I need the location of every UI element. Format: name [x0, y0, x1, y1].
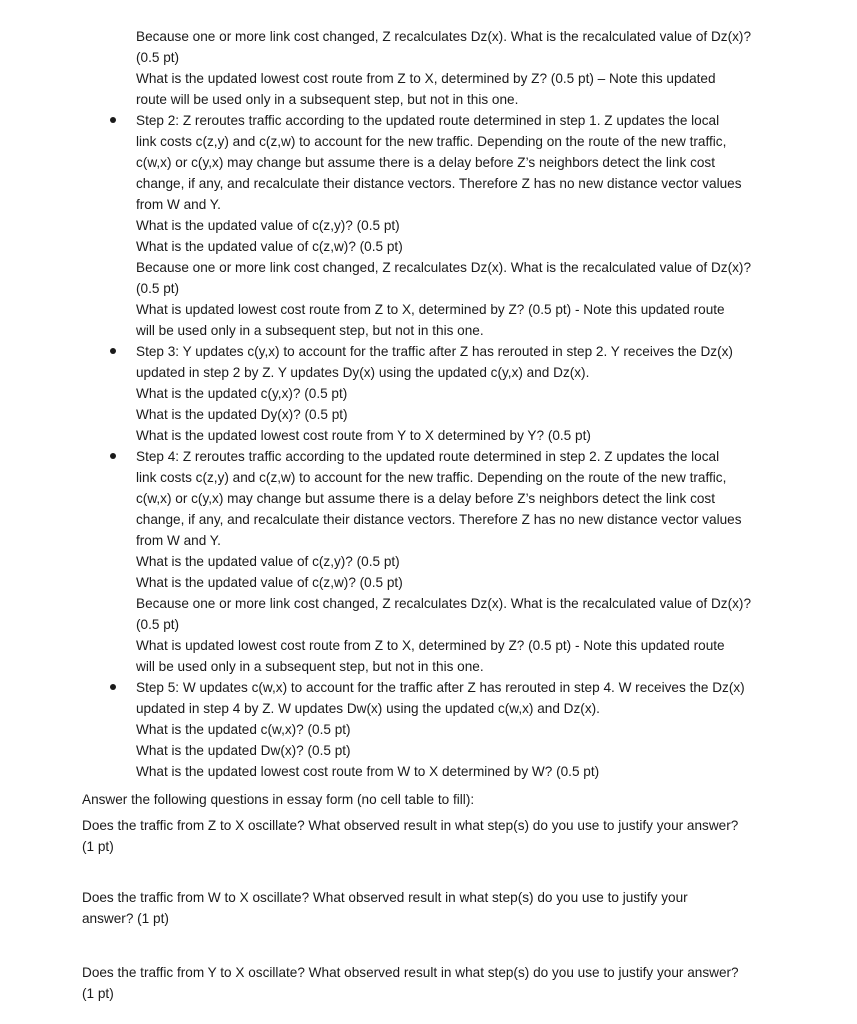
text-line: change, if any, and recalculate their distance vectors. Therefore Z has no new distance vector values — [136, 512, 742, 527]
step5-block — [136, 677, 796, 782]
essay-heading — [82, 789, 792, 810]
text-line: (0.5 pt) — [136, 50, 180, 65]
text-line: Step 5: W updates c(w,x) to account for the traffic after Z has rerouted in step 4. W receives the Dz(x) — [136, 680, 745, 695]
text-line: What is the updated value of c(z,w)? (0.5 pt) — [136, 575, 403, 590]
text-line: (0.5 pt) — [136, 281, 180, 296]
text-line: Does the traffic from Y to X oscillate? What observed result in what step(s) do you use to justify your answer? — [82, 965, 739, 980]
text-line: link costs c(z,y) and c(z,w) to account for the new traffic. Depending on the route of the new traffic, — [136, 134, 727, 149]
text-line: updated in step 4 by Z. W updates Dw(x) using the updated c(w,x) and Dz(x). — [136, 701, 600, 716]
text-line: will be used only in a subsequent step, but not in this one. — [136, 659, 484, 674]
text-line: (1 pt) — [82, 839, 114, 854]
text-line: What is the updated lowest cost route from Z to X, determined by Z? (0.5 pt) – Note this updated — [136, 71, 716, 86]
step4-block — [136, 446, 796, 677]
essay-question-3 — [82, 962, 792, 1004]
text-line: (0.5 pt) — [136, 617, 180, 632]
text-line: What is the updated Dw(x)? (0.5 pt) — [136, 743, 351, 758]
text-line: from W and Y. — [136, 197, 221, 212]
text-line: updated in step 2 by Z. Y updates Dy(x) using the updated c(y,x) and Dz(x). — [136, 365, 590, 380]
essay-question-2 — [82, 887, 792, 929]
step2-block — [136, 110, 796, 341]
text-line: answer? (1 pt) — [82, 911, 169, 926]
bullet-icon — [110, 117, 116, 123]
step1-continuation — [136, 26, 796, 110]
bullet-icon — [110, 348, 116, 354]
text-line: Because one or more link cost changed, Z recalculates Dz(x). What is the recalculated value of Dz(x)? — [136, 260, 752, 275]
text-line: Step 2: Z reroutes traffic according to the updated route determined in step 1. Z updates the local — [136, 113, 720, 128]
essay-question-1 — [82, 815, 792, 857]
text-line: Because one or more link cost changed, Z recalculates Dz(x). What is the recalculated value of Dz(x)? — [136, 29, 752, 44]
text-line: What is the updated c(y,x)? (0.5 pt) — [136, 386, 348, 401]
text-line: Does the traffic from Z to X oscillate? What observed result in what step(s) do you use to justify your answer? — [82, 818, 739, 833]
text-line: route will be used only in a subsequent step, but not in this one. — [136, 92, 519, 107]
text-line: link costs c(z,y) and c(z,w) to account for the new traffic. Depending on the route of the new traffic, — [136, 470, 727, 485]
bullet-icon — [110, 684, 116, 690]
text-line: c(w,x) or c(y,x) may change but assume there is a delay before Z’s neighbors detect the link cost — [136, 155, 716, 170]
text-line: from W and Y. — [136, 533, 221, 548]
text-line: What is the updated lowest cost route from W to X determined by W? (0.5 pt) — [136, 764, 600, 779]
text-line: What is the updated value of c(z,y)? (0.5 pt) — [136, 554, 400, 569]
step3-block — [136, 341, 796, 446]
text-line: Step 4: Z reroutes traffic according to the updated route determined in step 2. Z updates the local — [136, 449, 720, 464]
text-line: Step 3: Y updates c(y,x) to account for the traffic after Z has rerouted in step 2. Y receives the Dz(x) — [136, 344, 733, 359]
text-line: What is updated lowest cost route from Z to X, determined by Z? (0.5 pt) - Note this updated route — [136, 638, 725, 653]
text-line: What is the updated lowest cost route from Y to X determined by Y? (0.5 pt) — [136, 428, 591, 443]
text-line: c(w,x) or c(y,x) may change but assume there is a delay before Z’s neighbors detect the link cost — [136, 491, 716, 506]
text-line: What is the updated Dy(x)? (0.5 pt) — [136, 407, 348, 422]
text-line: Because one or more link cost changed, Z recalculates Dz(x). What is the recalculated value of Dz(x)? — [136, 596, 752, 611]
text-line: What is updated lowest cost route from Z to X, determined by Z? (0.5 pt) - Note this updated route — [136, 302, 725, 317]
text-line: What is the updated value of c(z,y)? (0.5 pt) — [136, 218, 400, 233]
text-line: What is the updated value of c(z,w)? (0.5 pt) — [136, 239, 403, 254]
text-line: will be used only in a subsequent step, but not in this one. — [136, 323, 484, 338]
bullet-icon — [110, 453, 116, 459]
text-line: (1 pt) — [82, 986, 114, 1001]
text-line: Does the traffic from W to X oscillate? What observed result in what step(s) do you use to justify your — [82, 890, 688, 905]
text-line: Answer the following questions in essay form (no cell table to fill): — [82, 792, 475, 807]
text-line: change, if any, and recalculate their distance vectors. Therefore Z has no new distance vector values — [136, 176, 742, 191]
text-line: What is the updated c(w,x)? (0.5 pt) — [136, 722, 351, 737]
